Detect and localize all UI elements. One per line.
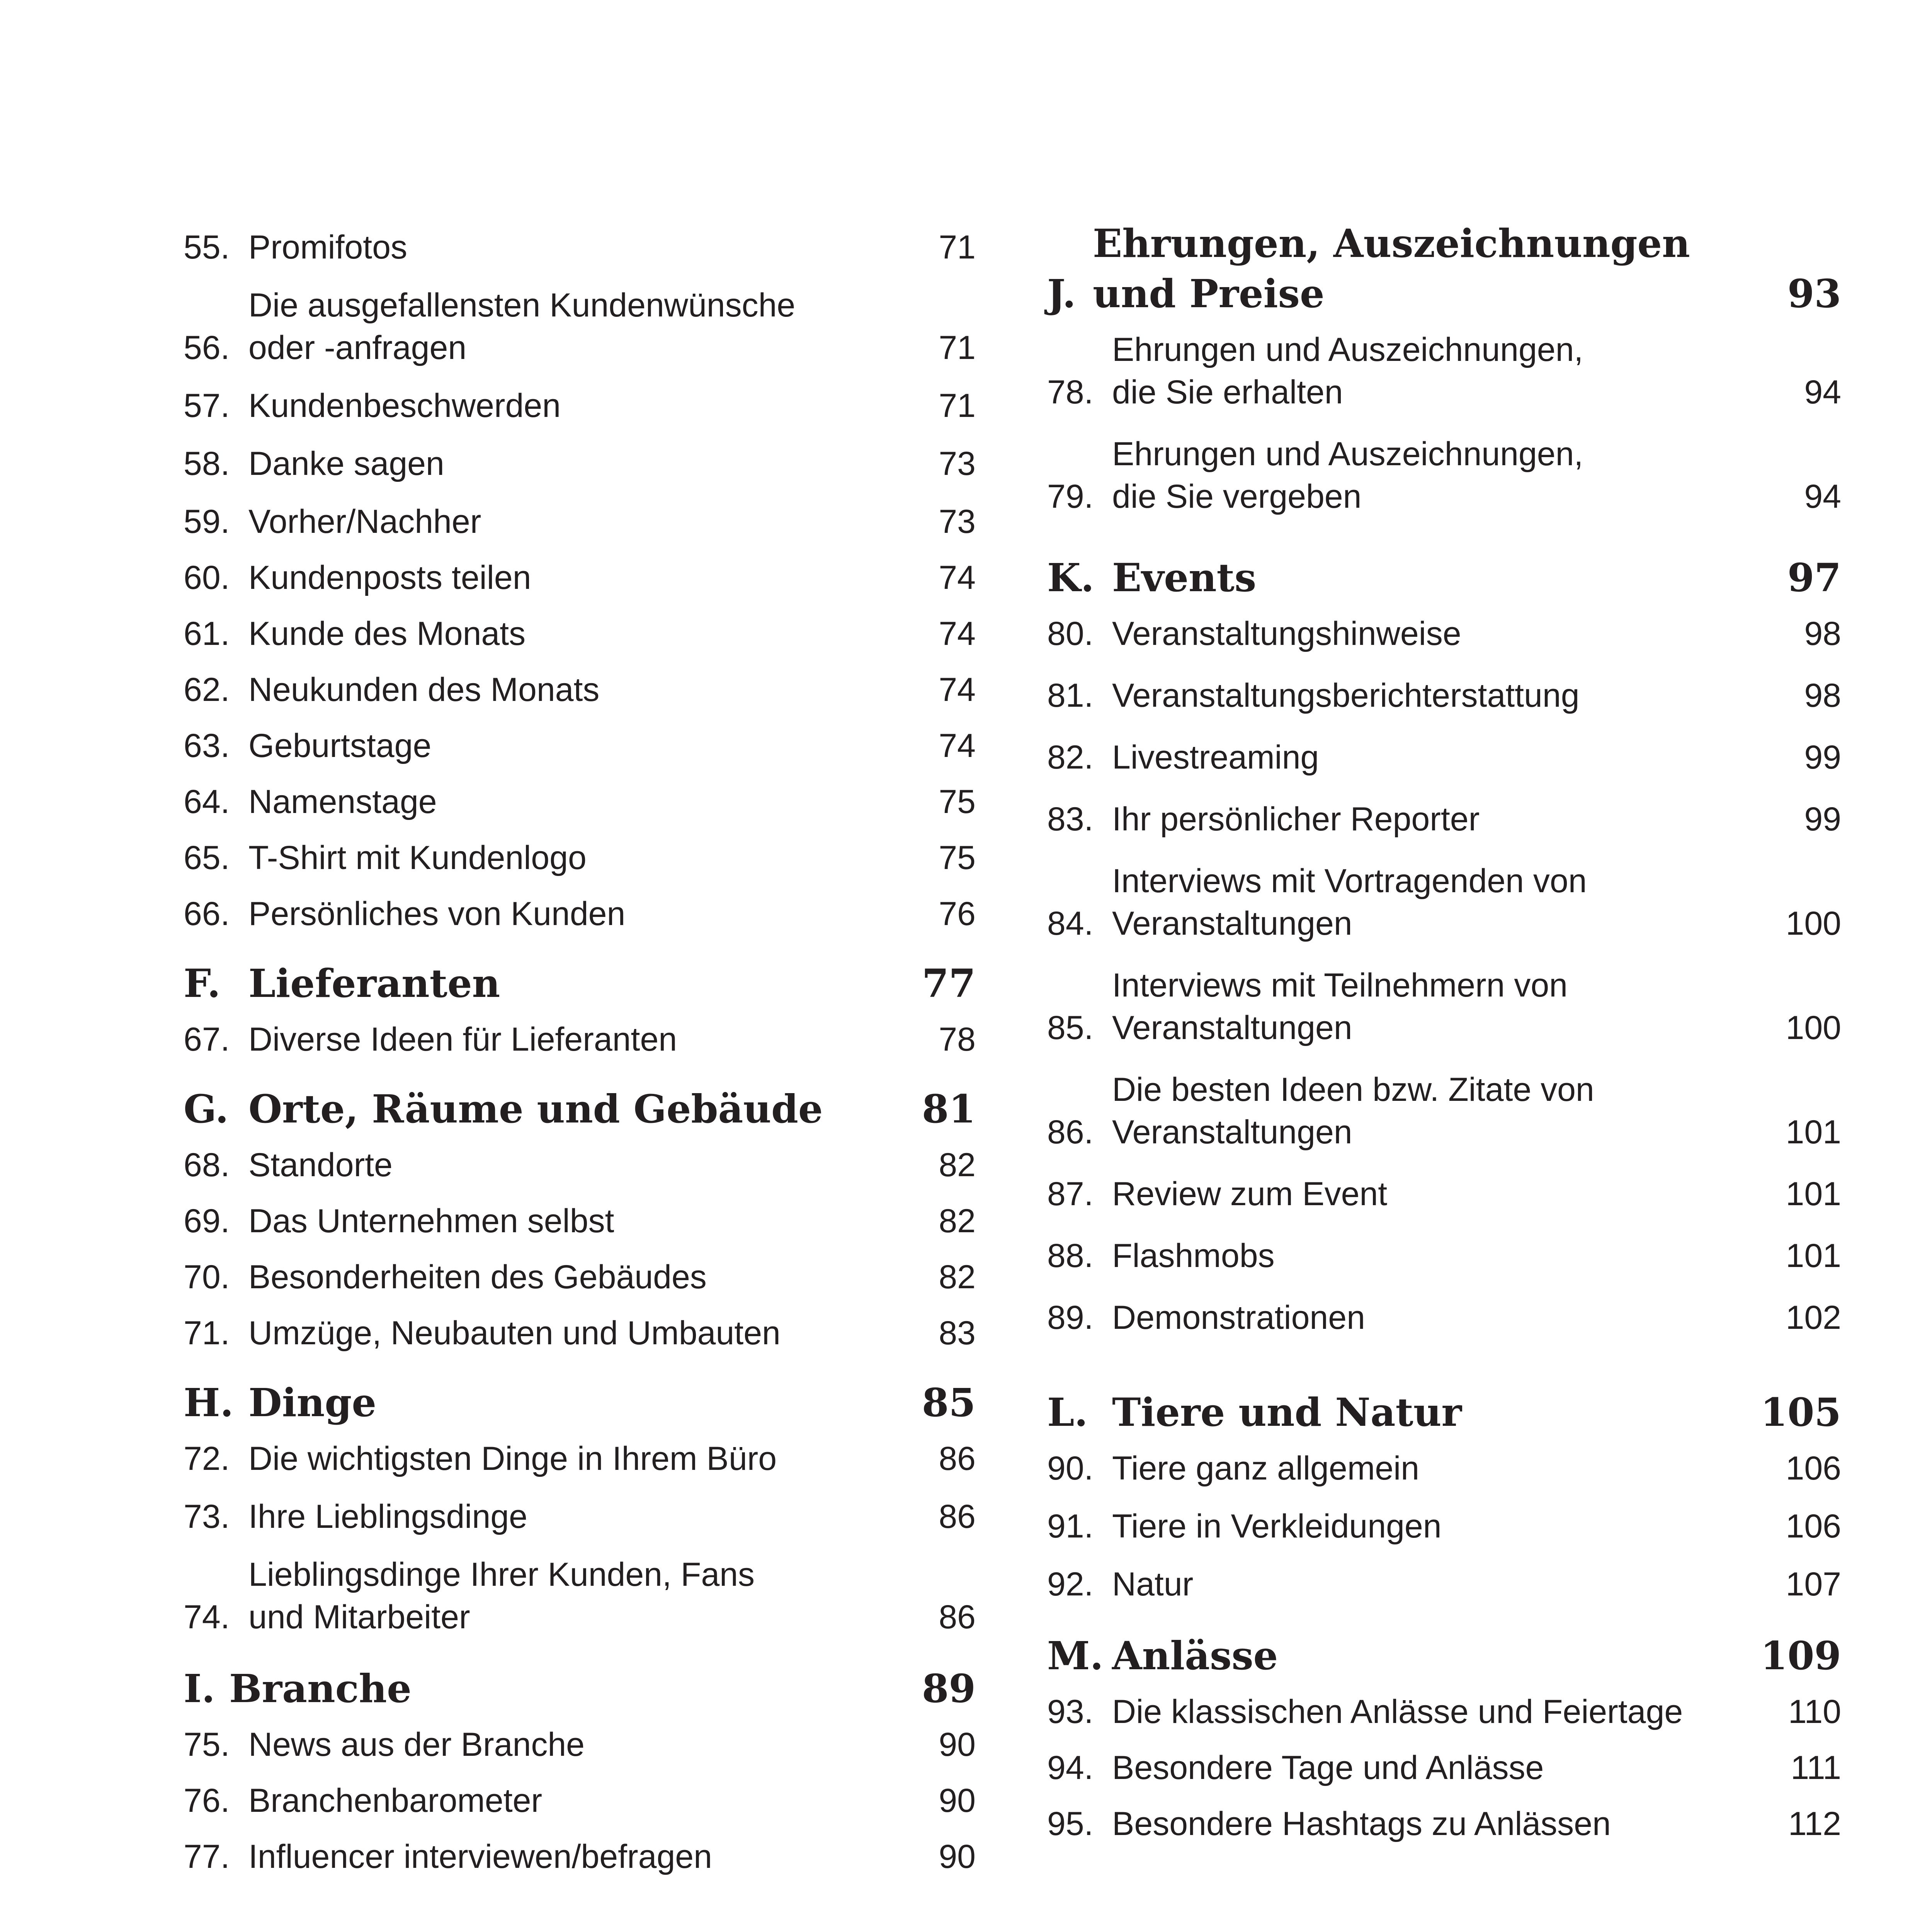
entry-title: Die klassischen Anlässe und Feiertage <box>1112 1693 1683 1730</box>
entry-number: 76. <box>184 1782 230 1819</box>
section-heading[interactable] <box>1047 218 1841 319</box>
entry-number: 71. <box>184 1315 230 1352</box>
entry-number: 60. <box>184 559 230 596</box>
toc-entry[interactable] <box>184 893 976 935</box>
toc-entry[interactable] <box>184 556 976 599</box>
toc-entry[interactable] <box>184 500 976 543</box>
section-title: Orte, Räume und Gebäude <box>248 1086 823 1132</box>
toc-entry[interactable] <box>184 668 976 711</box>
entry-page: 101 <box>1786 1175 1841 1213</box>
entry-page: 110 <box>1788 1693 1841 1730</box>
toc-entry[interactable] <box>184 1312 976 1354</box>
section-heading[interactable] <box>184 958 976 1009</box>
section-letter: G. <box>184 1086 229 1132</box>
entry-title: Interviews mit Teilnehmern von Veranstaltungen <box>1112 967 1568 1046</box>
entry-page: 78 <box>939 1021 976 1058</box>
entry-page: 82 <box>939 1202 976 1240</box>
entry-page: 75 <box>939 783 976 820</box>
entry-title: Besondere Hashtags zu Anlässen <box>1112 1805 1611 1842</box>
entry-number: 66. <box>184 895 230 932</box>
section-page: 109 <box>1760 1633 1841 1679</box>
entry-title: Promifotos <box>248 229 408 266</box>
section-title: Lieferanten <box>248 961 500 1006</box>
toc-entry[interactable] <box>184 1018 976 1061</box>
entry-title: Livestreaming <box>1112 739 1319 776</box>
section-title: Anlässe <box>1112 1633 1278 1679</box>
entry-number: 89. <box>1047 1299 1094 1336</box>
section-letter: L. <box>1047 1389 1088 1435</box>
entry-title: Besondere Tage und Anlässe <box>1112 1749 1544 1786</box>
entry-number: 59. <box>184 503 230 540</box>
entry-number: 63. <box>184 727 230 764</box>
entry-number: 95. <box>1047 1805 1094 1842</box>
section-page: 89 <box>922 1666 976 1711</box>
entry-number: 68. <box>184 1146 230 1184</box>
toc-entry[interactable] <box>184 1200 976 1242</box>
section-page: 97 <box>1787 555 1841 600</box>
toc-entry[interactable] <box>184 384 976 427</box>
toc-entry[interactable] <box>1047 1690 1841 1733</box>
entry-title: Die wichtigsten Dinge in Ihrem Büro <box>248 1440 777 1477</box>
entry-number: 67. <box>184 1021 230 1058</box>
entry-page: 94 <box>1804 374 1841 411</box>
section-letter: H. <box>184 1380 234 1425</box>
entry-title: Natur <box>1112 1566 1194 1603</box>
toc-entry[interactable] <box>1047 612 1841 655</box>
toc-entry[interactable] <box>184 1437 976 1480</box>
entry-number: 82. <box>1047 739 1094 776</box>
section-title: Ehrungen, Auszeichnungen und Preise <box>1093 221 1690 316</box>
toc-entry[interactable] <box>184 1723 976 1766</box>
entry-page: 74 <box>939 615 976 652</box>
entry-number: 75. <box>184 1726 230 1763</box>
entry-number: 79. <box>1047 478 1094 515</box>
entry-title: Die ausgefallensten Kundenwünsche oder -anfragen <box>248 287 796 366</box>
toc-entry[interactable] <box>1047 1296 1841 1339</box>
toc-entry[interactable] <box>1047 1803 1841 1845</box>
section-letter: I. <box>184 1666 215 1711</box>
entry-page: 102 <box>1786 1299 1841 1336</box>
entry-number: 86. <box>1047 1114 1094 1151</box>
entry-title: Geburtstage <box>248 727 432 764</box>
toc-entry[interactable] <box>184 724 976 767</box>
section-title: Tiere und Natur <box>1112 1389 1462 1435</box>
entry-number: 72. <box>184 1440 230 1477</box>
toc-entry[interactable] <box>1047 674 1841 717</box>
entry-title: Ehrungen und Auszeichnungen, die Sie erhalten <box>1112 331 1583 411</box>
entry-number: 74. <box>184 1599 230 1636</box>
entry-page: 71 <box>939 329 976 366</box>
toc-entry[interactable] <box>1047 1505 1841 1548</box>
entry-number: 78. <box>1047 374 1094 411</box>
entry-number: 64. <box>184 783 230 820</box>
entry-page: 106 <box>1786 1508 1841 1545</box>
entry-page: 101 <box>1786 1114 1841 1151</box>
entry-page: 71 <box>939 387 976 424</box>
toc-entry[interactable] <box>184 1779 976 1822</box>
section-page: 85 <box>922 1380 976 1425</box>
entry-page: 74 <box>939 671 976 708</box>
toc-entry[interactable] <box>1047 798 1841 840</box>
entry-page: 100 <box>1786 1009 1841 1046</box>
entry-number: 91. <box>1047 1508 1094 1545</box>
section-title: Events <box>1112 555 1257 600</box>
entry-page: 111 <box>1791 1749 1841 1786</box>
entry-number: 87. <box>1047 1175 1094 1213</box>
entry-number: 77. <box>184 1838 230 1875</box>
toc-entry[interactable] <box>184 1495 976 1538</box>
entry-page: 106 <box>1786 1450 1841 1487</box>
entry-page: 90 <box>939 1726 976 1763</box>
entry-title: Kundenbeschwerden <box>248 387 561 424</box>
toc-entry[interactable] <box>1047 964 1841 1049</box>
toc-entry[interactable] <box>1047 433 1841 518</box>
toc-entry[interactable] <box>184 837 976 879</box>
section-heading[interactable] <box>1047 553 1841 603</box>
toc-entry[interactable] <box>184 442 976 485</box>
toc-entry[interactable] <box>1047 328 1841 413</box>
toc-entry[interactable] <box>1047 1235 1841 1277</box>
entry-title: Namenstage <box>248 783 437 820</box>
entry-number: 57. <box>184 387 230 424</box>
entry-number: 69. <box>184 1202 230 1240</box>
entry-page: 94 <box>1804 478 1841 515</box>
toc-entry[interactable] <box>184 1144 976 1186</box>
toc-entry[interactable] <box>184 1553 976 1638</box>
entry-number: 81. <box>1047 677 1094 714</box>
toc-entry[interactable] <box>184 1835 976 1878</box>
entry-page: 112 <box>1788 1805 1841 1842</box>
entry-title: Standorte <box>248 1146 393 1184</box>
entry-page: 73 <box>939 445 976 482</box>
section-letter: M. <box>1047 1633 1104 1679</box>
toc-entry[interactable] <box>1047 1068 1841 1153</box>
entry-title: Kunde des Monats <box>248 615 526 652</box>
entry-title: Ihre Lieblingsdinge <box>248 1498 527 1535</box>
entry-number: 93. <box>1047 1693 1094 1730</box>
entry-number: 55. <box>184 229 230 266</box>
section-heading[interactable] <box>184 1378 976 1428</box>
entry-page: 82 <box>939 1146 976 1184</box>
entry-number: 83. <box>1047 801 1094 838</box>
section-heading[interactable] <box>1047 1631 1841 1681</box>
entry-number: 70. <box>184 1259 230 1296</box>
section-letter: J. <box>1047 271 1076 316</box>
section-title: Branche <box>229 1666 412 1711</box>
entry-page: 73 <box>939 503 976 540</box>
entry-page: 99 <box>1804 801 1841 838</box>
toc-entry[interactable] <box>1047 1447 1841 1490</box>
toc-entry[interactable] <box>184 781 976 823</box>
entry-title: Persönliches von Kunden <box>248 895 626 932</box>
entry-page: 71 <box>939 229 976 266</box>
toc-left-column <box>184 226 976 1878</box>
entry-title: Flashmobs <box>1112 1237 1275 1274</box>
entry-title: News aus der Branche <box>248 1726 585 1763</box>
entry-title: Die besten Ideen bzw. Zitate von Veranstaltungen <box>1112 1071 1594 1151</box>
toc-entry[interactable] <box>184 1256 976 1298</box>
entry-number: 61. <box>184 615 230 652</box>
entry-page: 74 <box>939 727 976 764</box>
entry-page: 86 <box>939 1440 976 1477</box>
entry-number: 84. <box>1047 905 1094 942</box>
section-heading[interactable] <box>1047 1387 1841 1437</box>
section-page: 105 <box>1760 1389 1841 1435</box>
section-page: 81 <box>922 1086 976 1132</box>
section-title: Dinge <box>248 1380 376 1425</box>
entry-title: T-Shirt mit Kundenlogo <box>248 839 587 876</box>
toc-entry[interactable] <box>1047 860 1841 945</box>
entry-title: Influencer interviewen/befragen <box>248 1838 712 1875</box>
entry-page: 74 <box>939 559 976 596</box>
entry-title: Demonstrationen <box>1112 1299 1365 1336</box>
entry-number: 85. <box>1047 1009 1094 1046</box>
entry-page: 101 <box>1786 1237 1841 1274</box>
entry-number: 62. <box>184 671 230 708</box>
toc-entry[interactable] <box>1047 1173 1841 1215</box>
entry-title: Tiere ganz allgemein <box>1112 1450 1420 1487</box>
toc-entry[interactable] <box>1047 1563 1841 1605</box>
entry-page: 99 <box>1804 739 1841 776</box>
toc-right-column <box>1047 221 1841 1845</box>
entry-page: 86 <box>939 1599 976 1636</box>
entry-title: Tiere in Verkleidungen <box>1112 1508 1442 1545</box>
section-page: 77 <box>922 961 976 1006</box>
entry-number: 56. <box>184 329 230 366</box>
entry-number: 92. <box>1047 1566 1094 1603</box>
toc-entry[interactable] <box>1047 1747 1841 1789</box>
entry-number: 58. <box>184 445 230 482</box>
section-heading[interactable] <box>184 1663 976 1714</box>
entry-title: Branchenbarometer <box>248 1782 543 1819</box>
entry-title: Kundenposts teilen <box>248 559 531 596</box>
entry-title: Lieblingsdinge Ihrer Kunden, Fans und Mitarbeiter <box>248 1556 755 1636</box>
toc-entry[interactable] <box>1047 736 1841 779</box>
entry-page: 76 <box>939 895 976 932</box>
entry-number: 88. <box>1047 1237 1094 1274</box>
toc-entry[interactable] <box>184 226 976 269</box>
entry-page: 75 <box>939 839 976 876</box>
entry-title: Ihr persönlicher Reporter <box>1112 801 1480 838</box>
entry-page: 82 <box>939 1259 976 1296</box>
entry-title: Neukunden des Monats <box>248 671 600 708</box>
entry-page: 107 <box>1786 1566 1841 1603</box>
entry-page: 90 <box>939 1838 976 1875</box>
entry-title: Vorher/Nachher <box>248 503 481 540</box>
entry-page: 98 <box>1804 615 1841 652</box>
entry-page: 98 <box>1804 677 1841 714</box>
entry-number: 73. <box>184 1498 230 1535</box>
entry-number: 94. <box>1047 1749 1094 1786</box>
entry-title: Ehrungen und Auszeichnungen, die Sie vergeben <box>1112 435 1583 515</box>
entry-title: Veranstaltungsberichterstattung <box>1112 677 1580 714</box>
entry-page: 86 <box>939 1498 976 1535</box>
entry-title: Danke sagen <box>248 445 444 482</box>
entry-title: Das Unternehmen selbst <box>248 1202 614 1240</box>
entry-title: Review zum Event <box>1112 1175 1388 1213</box>
entry-page: 83 <box>939 1315 976 1352</box>
toc-entry[interactable] <box>184 612 976 655</box>
entry-number: 65. <box>184 839 230 876</box>
section-letter: K. <box>1047 555 1094 600</box>
entry-number: 90. <box>1047 1450 1094 1487</box>
section-heading[interactable] <box>184 1084 976 1134</box>
entry-page: 100 <box>1786 905 1841 942</box>
section-page: 93 <box>1787 271 1841 316</box>
toc-entry[interactable] <box>184 284 976 369</box>
entry-title: Veranstaltungshinweise <box>1112 615 1461 652</box>
section-letter: F. <box>184 961 221 1006</box>
entry-title: Besonderheiten des Gebäudes <box>248 1259 707 1296</box>
entry-title: Umzüge, Neubauten und Umbauten <box>248 1315 781 1352</box>
entry-number: 80. <box>1047 615 1094 652</box>
entry-title: Diverse Ideen für Lieferanten <box>248 1021 677 1058</box>
entry-page: 90 <box>939 1782 976 1819</box>
entry-title: Interviews mit Vortragenden von Veranstaltungen <box>1112 862 1587 942</box>
